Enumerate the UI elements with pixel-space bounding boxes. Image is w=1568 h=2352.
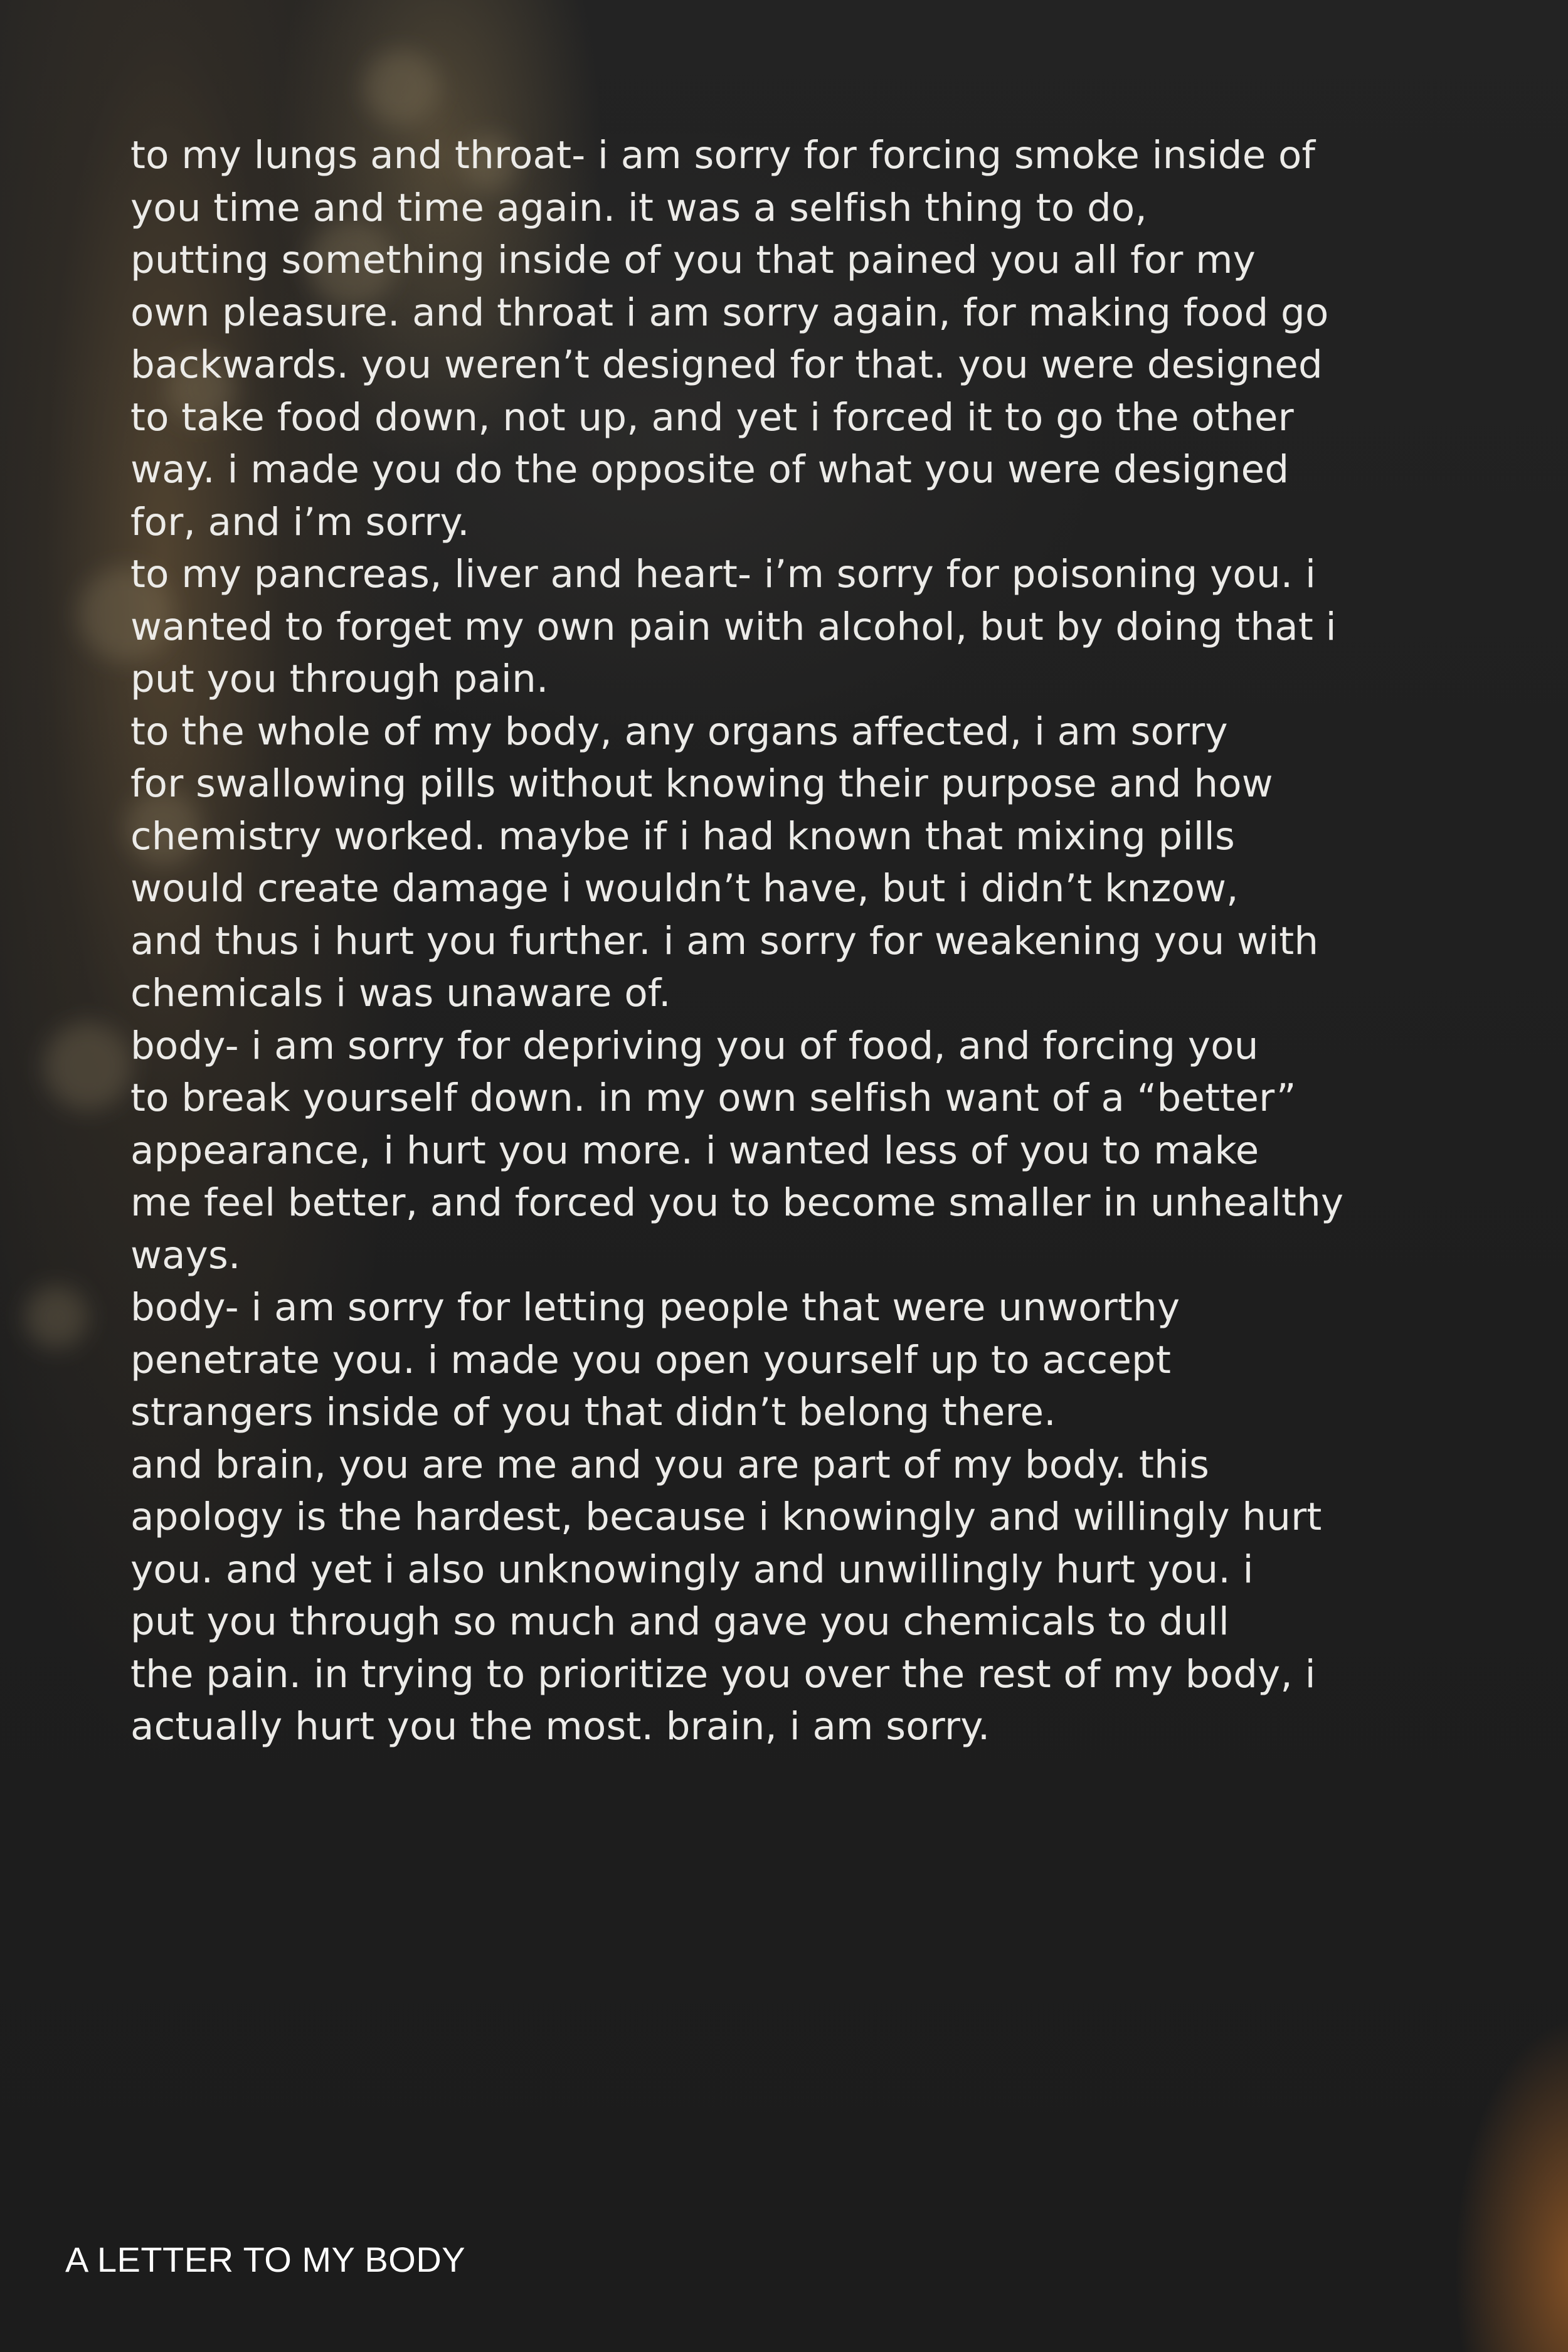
letter-line: for swallowing pills without knowing their purpose and how	[130, 761, 1273, 806]
letter-line: put you through so much and gave you chemicals to dull	[130, 1599, 1229, 1644]
letter-line: for, and i’m sorry.	[130, 499, 470, 544]
letter-line: to take food down, not up, and yet i forced it to go the other	[130, 395, 1294, 440]
letter-line: the pain. in trying to prioritize you over the rest of my body, i	[130, 1651, 1316, 1697]
letter-line: me feel better, and forced you to become smaller in unhealthy	[130, 1180, 1344, 1225]
letter-line: own pleasure. and throat i am sorry again, for making food go	[130, 290, 1329, 335]
letter-line: putting something inside of you that pained you all for my	[130, 238, 1256, 282]
letter-line: you time and time again. it was a selfish thing to do,	[130, 185, 1148, 230]
letter-line: penetrate you. i made you open yourself up to accept	[130, 1337, 1172, 1382]
letter-line: strangers inside of you that didn’t belong there.	[130, 1390, 1056, 1434]
letter-line: and brain, you are me and you are part of my body. this	[130, 1442, 1210, 1487]
letter-line: and thus i hurt you further. i am sorry for weakening you with	[130, 918, 1319, 963]
letter-line: to break yourself down. in my own selfish want of a “better”	[130, 1076, 1296, 1120]
letter-line: ways.	[130, 1232, 241, 1278]
letter-line: to the whole of my body, any organs affected, i am sorry	[130, 709, 1228, 754]
letter-line: body- i am sorry for depriving you of food, and forcing you	[130, 1023, 1259, 1068]
letter-line: appearance, i hurt you more. i wanted less of you to make	[130, 1128, 1259, 1173]
letter-line: to my pancreas, liver and heart- i’m sorry for poisoning you. i	[130, 552, 1316, 596]
letter-line: to my lungs and throat- i am sorry for forcing smoke inside of	[130, 133, 1316, 177]
letter-line: apology is the hardest, because i knowingly and willingly hurt	[130, 1495, 1322, 1539]
letter-line: chemicals i was unaware of.	[130, 971, 671, 1015]
letter-line: backwards. you weren’t designed for that. you were designed	[130, 342, 1323, 387]
letter-line: actually hurt you the most. brain, i am sorry.	[130, 1704, 990, 1749]
letter-line: put you through pain.	[130, 657, 549, 701]
letter-line: way. i made you do the opposite of what you were designed	[130, 447, 1290, 492]
letter-line: you. and yet i also unknowingly and unwillingly hurt you. i	[130, 1547, 1254, 1592]
letter-line: wanted to forget my own pain with alcohol, but by doing that i	[130, 604, 1337, 649]
letter-line: body- i am sorry for letting people that were unworthy	[130, 1285, 1180, 1330]
letter-body	[130, 129, 1397, 1753]
letter-line: would create damage i wouldn’t have, but i didn’t knzow,	[130, 866, 1239, 911]
letter-title: A LETTER TO MY BODY	[65, 2240, 466, 2279]
letter-line: chemistry worked. maybe if i had known that mixing pills	[130, 813, 1235, 859]
